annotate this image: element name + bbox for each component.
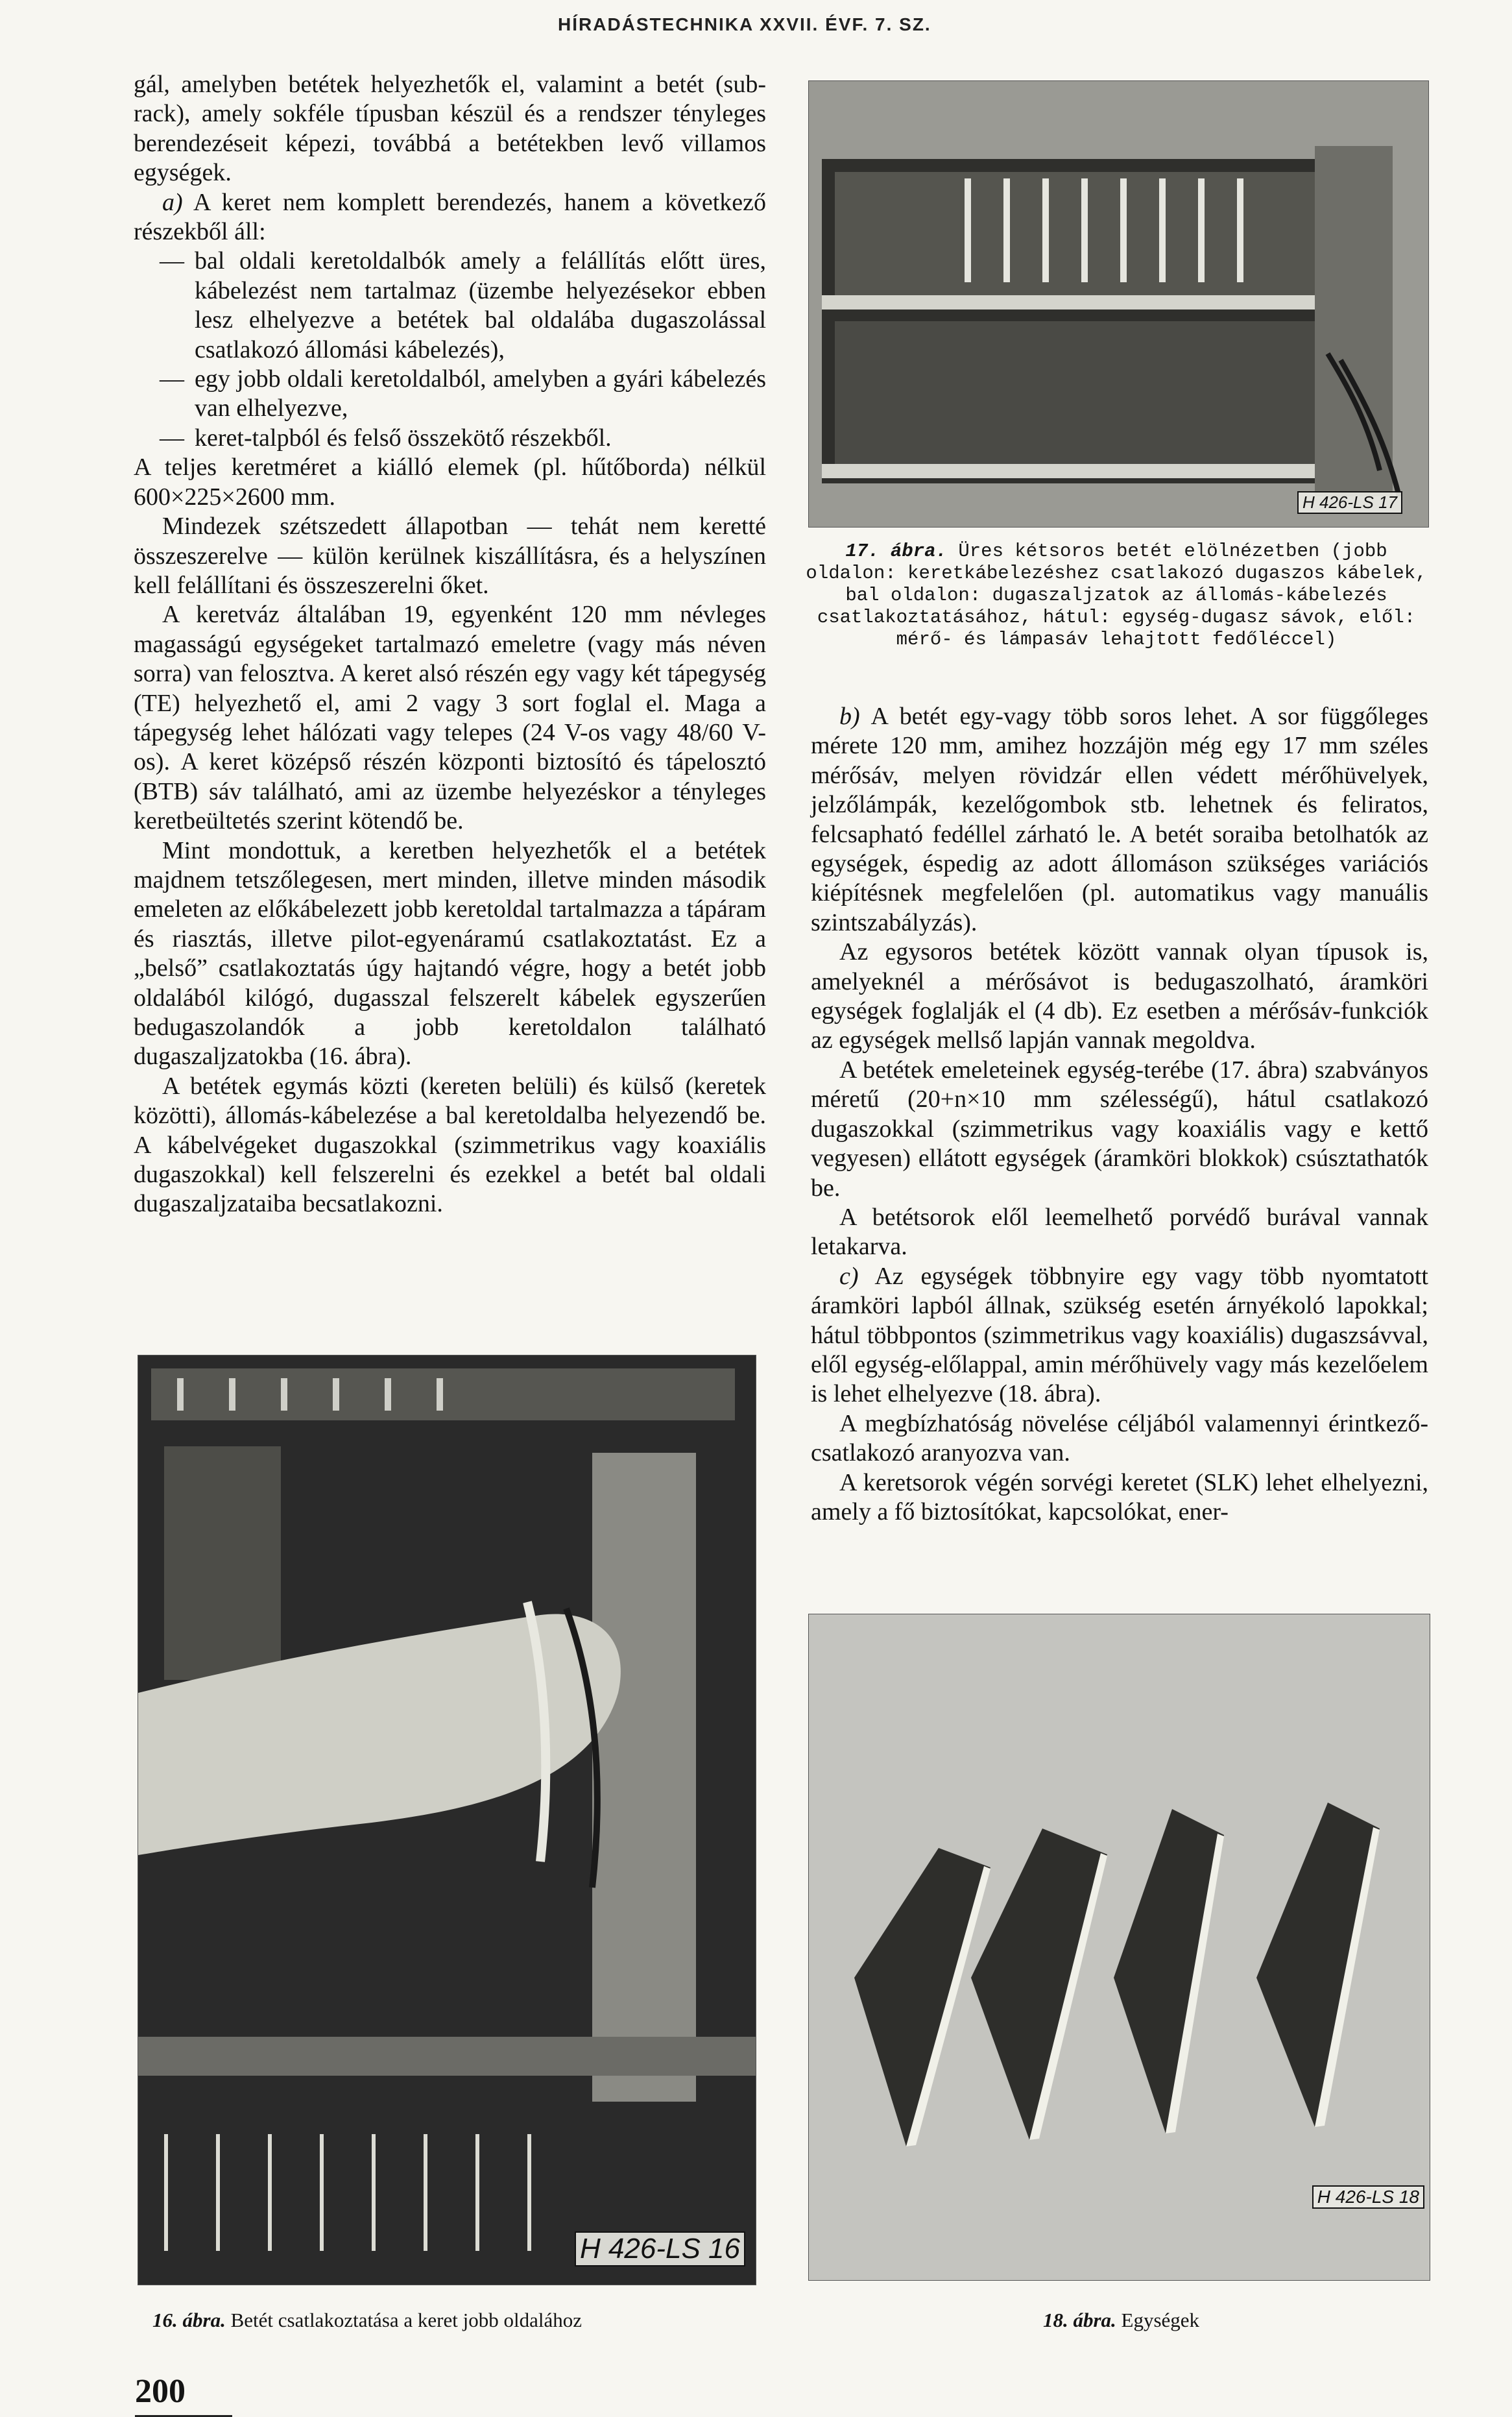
- paragraph: A keretváz általában 19, egyenként 120 mm névleges magasságú egységeket tartalmazó emeletre (vagy más néven sorra) van felosztva. A keret alsó részén egy vagy két tápegység (TE) helyezhető el, ami 2 vagy 3 sort foglal el. Maga a tápegység lehet hálózati vagy telepes (24 V-os vagy 48/60 V-os). A keret középső részén központi biztosító és tápelosztó (BTB) sáv található, ami az üzembe helyezéskor a tényleges keretbeültetés szerint kötendő be.: [134, 601, 766, 835]
- photo-label: H 426-LS 18: [1312, 2185, 1424, 2209]
- paragraph-text: A keret nem komplett berendezés, hanem a következő részekből áll:: [134, 188, 766, 246]
- paragraph: A betétsorok elől leemelhető porvédő burával vannak letakarva.: [811, 1203, 1428, 1261]
- paragraph: Az egysoros betétek között vannak olyan típusok is, amelyeknél a mérősávot is bedugaszolható, áramköri egységek foglalják el (4 db). Ez esetben a mérősáv-funkciók az egységek mellső lapján vannak megoldva.: [811, 938, 1428, 1054]
- paragraph-a: [134, 188, 766, 247]
- left-column: [134, 70, 766, 1219]
- paragraph: gál, amelyben betétek helyezhetők el, valamint a betét (sub-rack), amely sokféle típusban készül és a rendszer tényleges berendezéseit képezi, továbbá a betétekben levő villamos egységek.: [134, 71, 766, 187]
- paragraph-c: [811, 1262, 1428, 1409]
- caption-text: Üres kétsoros betét elölnézetben (jobb oldalon: keretkábelezéshez csatlakozó dugaszos kábelek, bal oldalon: dugaszaljzatok az állomás-kábelezés csatlakoztatásához, hátul: egység-dugasz sávok, elől: mérő- és lámpasáv lehajtott fedőléccel): [806, 540, 1427, 650]
- paragraph: Mindezek szétszedett állapotban — tehát nem keretté összeszerelve — külön kerülnek kiszállításra, és a helyszínen kell felállítani és összeszerelni őket.: [134, 513, 766, 599]
- paragraph-text: Az egységek többnyire egy vagy több nyomtatott áramköri lapból állnak, szükség esetén árnyékoló lapokkal; hátul többpontos (szimmetrikus vagy koaxiális) dugaszsávval, elől egység-előlappal, amin mérőhüvely vagy más kezelőelem is lehet elhelyezve (18. ábra).: [811, 1262, 1428, 1408]
- running-header: HÍRADÁSTECHNIKA XXVII. ÉVF. 7. SZ.: [558, 14, 931, 34]
- figure-number: 17. ábra.: [845, 540, 947, 562]
- paragraph: A betétek emeleteinek egység-terébe (17. ábra) szabványos méretű (20+n×10 mm szélességű), hátul csatlakozó dugaszokkal (szimmetrikus vagy koaxiális vagy e kettő vegyesen) ellátott egységek (áramköri blokkok) csúsztathatók be.: [811, 1056, 1428, 1202]
- photo-label: H 426-LS 16: [575, 2231, 745, 2266]
- photo-label: H 426-LS 17: [1297, 491, 1402, 514]
- connection-photo-illustration: [138, 1355, 756, 2285]
- figure-18-photo: [808, 1614, 1430, 2281]
- paragraph: A megbízhatóság növelése céljából valamennyi érintkező-csatlakozó aranyozva van.: [811, 1409, 1428, 1467]
- paragraph: A betétek egymás közti (kereten belüli) és külső (keretek közötti), állomás-kábelezése a bal keretoldalba helyezendő be. A kábelvégeket dugaszokkal (szimmetrikus vagy koaxiális dugaszokkal) kell felszerelni és ezekkel a betét bal oldali dugaszaljzataiba becsatlakozni.: [134, 1072, 766, 1218]
- paragraph: A teljes keretméret a kiálló elemek (pl. hűtőborda) nélkül 600×225×2600 mm.: [134, 454, 766, 511]
- right-column: [811, 702, 1428, 1527]
- item-label: b): [839, 703, 860, 730]
- paragraph-text: A betét egy-vagy több soros lehet. A sor függőleges mérete 120 mm, amihez hozzájön még egy 17 mm széles mérősáv, melyen rövidzár ellen védett mérőhüvelyek, jelzőlámpák, kezelőgombok stb. lehetnek és feliratos, felcsapható fedéllel zárható le. A betét soraiba betolhatók az egységek, éspedig az adott állomáson szükséges variációs kiépítésnek megfelelően (pl. automatikus vagy manuális szintszabályzás).: [811, 703, 1428, 936]
- caption-text: Egységek: [1116, 2309, 1200, 2331]
- figure-17-photo: [808, 80, 1429, 528]
- figure-16-photo: [138, 1355, 756, 2285]
- units-photo-illustration: [809, 1614, 1430, 2280]
- paragraph: A keretsorok végén sorvégi keretet (SLK) lehet elhelyezni, amely a fő biztosítókat, kapcsolókat, ener-: [811, 1468, 1428, 1525]
- figure-number: 16. ábra.: [152, 2309, 226, 2331]
- item-label: a): [162, 188, 183, 216]
- parts-list: [134, 247, 766, 453]
- paragraph-b: [811, 702, 1428, 938]
- list-item: — egy jobb oldali keretoldalból, amelyben a gyári kábelezés van elhelyezve,: [134, 365, 766, 424]
- rack-photo-illustration: [809, 81, 1428, 527]
- figure-17-caption: [795, 540, 1437, 651]
- list-item: — bal oldali keretoldalbók amely a felállítás előtt üres, kábelezést nem tartalmaz (üzembe helyezésekor ebben lesz elhelyezve a betétek bal oldalába dugaszolással csatlakozó állomási kábelezés),: [134, 247, 766, 365]
- figure-number: 18. ábra.: [1042, 2309, 1116, 2331]
- item-label: c): [839, 1262, 859, 1290]
- figure-16-caption: [152, 2309, 749, 2332]
- page-number: 200: [135, 2373, 186, 2410]
- list-item: — keret-talpból és felső összekötő részekből.: [134, 424, 766, 453]
- caption-text: Betét csatlakoztatása a keret jobb oldalához: [225, 2309, 582, 2331]
- paragraph: Mint mondottuk, a keretben helyezhetők el a betétek majdnem tetszőlegesen, mert minden, illetve minden második emeleten az előkábelezett jobb keretoldal tartalmazza a tápáram és riasztás, illetve pilot-egyenáramú csatlakoztatást. Ez a „belső” csatlakoztatás úgy hajtandó végre, hogy a betét jobb oldalából kilógó, dugasszal felszerelt kábelek egyszerűen bedugaszolandók a jobb keretoldalon található dugaszaljzatokba (16. ábra).: [134, 836, 766, 1071]
- figure-18-caption: [811, 2309, 1432, 2332]
